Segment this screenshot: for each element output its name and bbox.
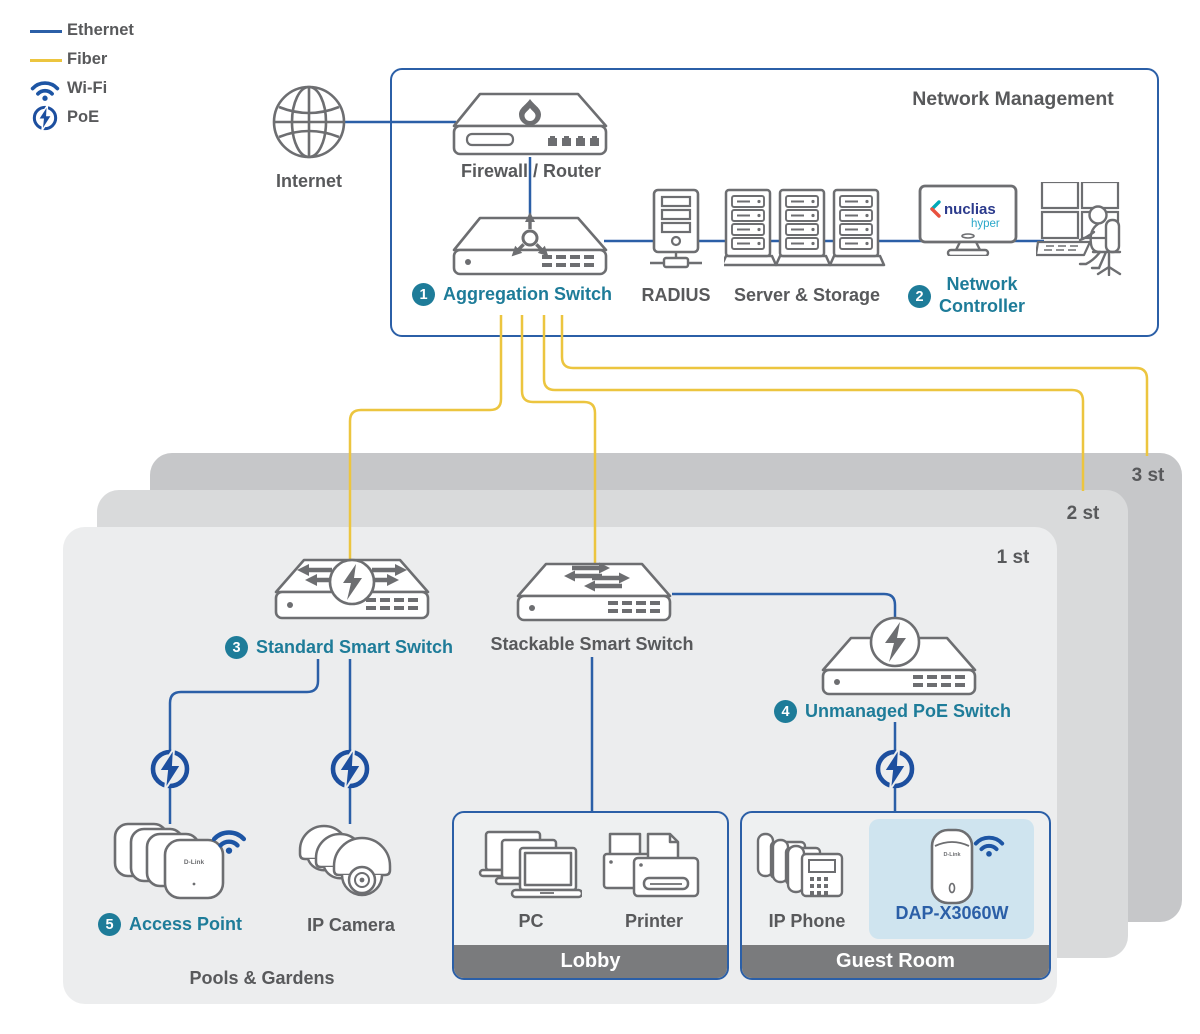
wifi-icon: [973, 830, 1005, 857]
standard-smart-switch-label: Standard Smart Switch: [256, 637, 454, 657]
legend-poe-icon: [31, 104, 59, 132]
radius-server-device: [650, 188, 702, 272]
lobby-footer: Lobby: [454, 945, 727, 978]
server-storage-label: Server & Storage: [733, 285, 881, 305]
floor-1-label: 1 st: [996, 547, 1030, 568]
radius-label: RADIUS: [641, 285, 711, 305]
network-controller-monitor: [918, 184, 1018, 256]
network-controller-label-line2: Controller: [938, 295, 1026, 316]
svg-text:D-Link: D-Link: [183, 859, 205, 866]
standard-smart-switch-device: [270, 550, 434, 624]
badge-1: 1: [412, 283, 435, 306]
access-point-device: [113, 822, 225, 904]
stackable-smart-switch-device: [514, 554, 674, 622]
aggregation-switch-label-row: [412, 283, 612, 306]
network-controller-label-line1: Network: [946, 274, 1018, 294]
poe-icon: [147, 746, 193, 792]
standard-smart-switch-label-row: [225, 636, 453, 659]
access-point-label: Access Point: [129, 914, 243, 934]
poe-icon: [872, 746, 918, 792]
guest-room-footer: Guest Room: [742, 945, 1049, 978]
wifi-icon: [211, 824, 247, 854]
internet-label: Internet: [275, 171, 343, 191]
badge-4: 4: [774, 700, 797, 723]
network-management-title: Network Management: [912, 88, 1114, 110]
server-storage-devices: [724, 188, 890, 272]
svg-text:D-Link: D-Link: [943, 852, 961, 858]
legend-fiber-line: [30, 59, 62, 62]
access-point-label-row: [98, 913, 242, 936]
unmanaged-poe-switch-label-row: [774, 700, 1011, 723]
aggregation-switch-label: Aggregation Switch: [443, 284, 613, 304]
svg-text:hyper: hyper: [971, 218, 1000, 230]
aggregation-switch-device: [452, 204, 608, 276]
firewall-router-label: Firewall / Router: [460, 161, 602, 181]
dap-x3060w-device: [924, 824, 978, 908]
legend-wifi-label: Wi-Fi: [67, 79, 108, 97]
unmanaged-poe-switch-device: [813, 612, 981, 698]
stackable-smart-switch-label: Stackable Smart Switch: [490, 634, 694, 654]
legend-ethernet-label: Ethernet: [67, 21, 134, 39]
dap-x3060w-label: DAP-X3060W: [895, 903, 1009, 923]
legend-fiber-label: Fiber: [67, 50, 108, 68]
legend-ethernet-line: [30, 30, 62, 33]
unmanaged-poe-switch-label: Unmanaged PoE Switch: [805, 701, 1012, 721]
pc-device: [478, 830, 582, 906]
svg-text:nuclias: nuclias: [944, 201, 996, 218]
operator-desk-icon: [1036, 182, 1136, 276]
floor-2-label: 2 st: [1066, 503, 1100, 524]
network-controller-label: [939, 274, 1025, 317]
pools-gardens-label: Pools & Gardens: [189, 968, 335, 988]
badge-3: 3: [225, 636, 248, 659]
badge-5: 5: [98, 913, 121, 936]
badge-2: 2: [908, 285, 931, 308]
printer-device: [602, 832, 700, 904]
ip-phone-label: IP Phone: [768, 911, 846, 931]
legend-poe-label: PoE: [67, 108, 100, 126]
internet-globe-icon: [271, 84, 347, 160]
pc-label: PC: [518, 911, 544, 931]
ip-camera-label: IP Camera: [307, 915, 395, 935]
legend-wifi-icon: [30, 76, 60, 101]
floor-3-label: 3 st: [1131, 465, 1165, 486]
printer-label: Printer: [624, 911, 684, 931]
firewall-router-device: [452, 92, 608, 158]
ip-phone-device: [756, 830, 856, 908]
ip-camera-device: [298, 822, 402, 904]
poe-icon: [327, 746, 373, 792]
